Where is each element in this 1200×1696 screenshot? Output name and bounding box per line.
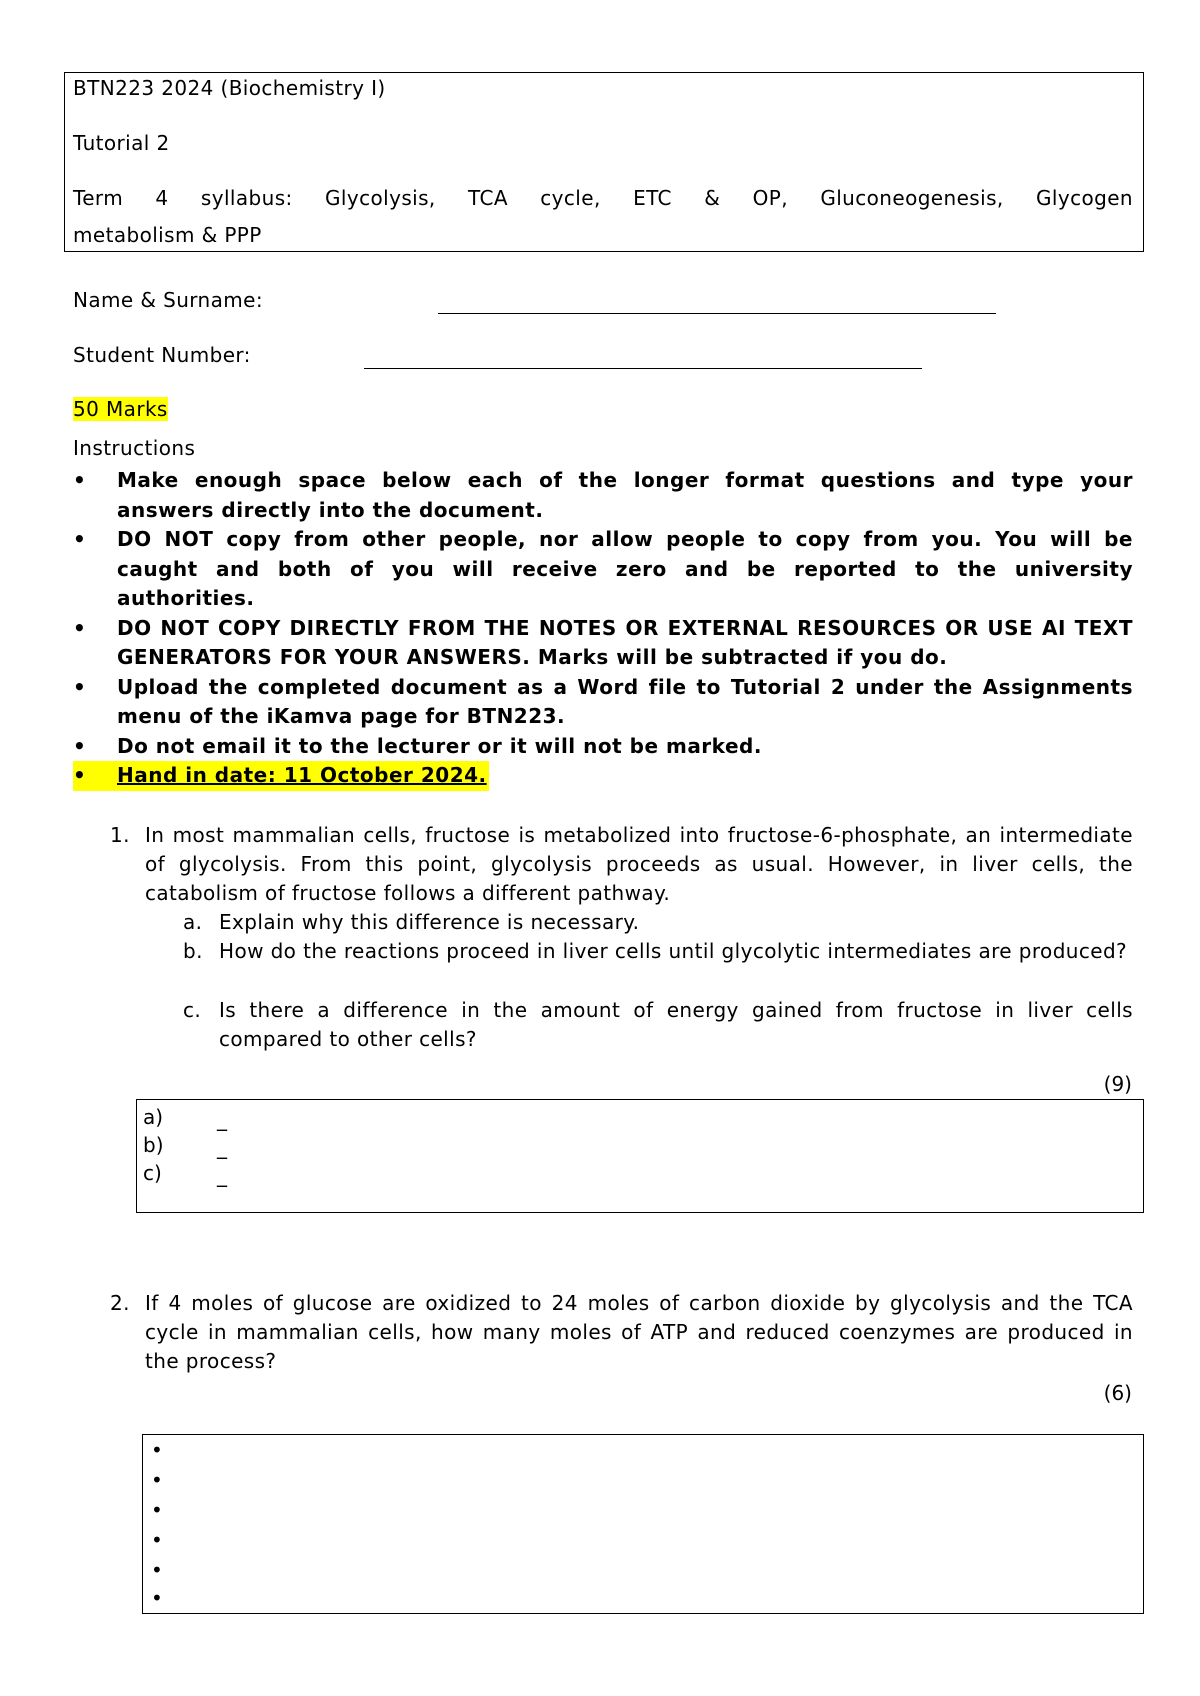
question-number: 2. [110,1291,130,1315]
instructions-heading: Instructions [73,436,196,460]
question-1-answer-box[interactable] [136,1099,1144,1213]
question-text: If 4 moles of glucose are oxidized to 24 moles of carbon dioxide by glycolysis and the TCA cycle in mammalian cells, how many moles of ATP and reduced coenzymes are produced in the process? [145,1291,1133,1373]
syllabus-line-2: metabolism & PPP [73,223,262,247]
bullet-icon: • [151,1438,163,1462]
answer-label: b) [143,1133,164,1157]
question-1-marks: (9) [1103,1072,1132,1096]
bullet-icon: • [73,527,87,551]
student-number-field[interactable] [364,368,922,369]
course-title: BTN223 2024 (Biochemistry I) [73,76,386,100]
instruction-item: • Make enough space below each of the longer format questions and type your answers directly into the document. [73,468,1133,522]
answer-label: a) [143,1105,164,1129]
hand-in-date: • Hand in date: 11 October 2024. [73,761,489,791]
marks-total: 50 Marks [73,397,168,421]
bullet-icon: • [73,674,87,699]
bullet-icon: • [151,1586,163,1610]
instruction-item: • DO NOT copy from other people, nor allow people to copy from you. You will be caught and both of you will receive zero and be reported to the university authorities. [73,527,1133,610]
answer-label: c) [143,1161,162,1185]
name-field[interactable] [438,313,996,314]
tutorial-title: Tutorial 2 [73,131,170,155]
bullet-icon: • [151,1468,163,1492]
instruction-item: • Do not email it to the lecturer or it will not be marked. [73,732,1133,762]
answer-input[interactable]: _ [217,1135,227,1159]
bullet-icon: • [151,1528,163,1552]
question-2-marks: (6) [1103,1381,1132,1405]
bullet-icon: • [73,763,87,787]
name-label: Name & Surname: [73,288,264,312]
bullet-icon: • [73,733,87,758]
answer-input[interactable]: _ [217,1163,227,1187]
answer-input[interactable]: _ [217,1107,227,1131]
question-text: In most mammalian cells, fructose is metabolized into fructose-6-phosphate, an intermediate of glycolysis. From this point, glycolysis proceeds as usual. However, in liver cells, the catabolism of fructose follows a different pathway. [145,823,1133,905]
instruction-item: • DO NOT COPY DIRECTLY FROM THE NOTES OR EXTERNAL RESOURCES OR USE AI TEXT GENERATORS FOR YOUR ANSWERS. Marks will be subtracted if you do. [73,615,1133,669]
bullet-icon: • [73,615,87,640]
syllabus-line-1: Term 4 syllabus: Glycolysis, TCA cycle, ETC & OP, Gluconeogenesis, Glycogen [73,186,1133,210]
question-2-answer-box[interactable] [142,1434,1144,1614]
student-number-label: Student Number: [73,343,251,367]
bullet-icon: • [73,468,87,492]
instruction-item: • Upload the completed document as a Word file to Tutorial 2 under the Assignments menu of the iKamva page for BTN223. [73,674,1133,728]
instructions-list [73,466,1133,791]
bullet-icon: • [151,1558,163,1582]
question-number: 1. [110,823,130,847]
bullet-icon: • [151,1498,163,1522]
